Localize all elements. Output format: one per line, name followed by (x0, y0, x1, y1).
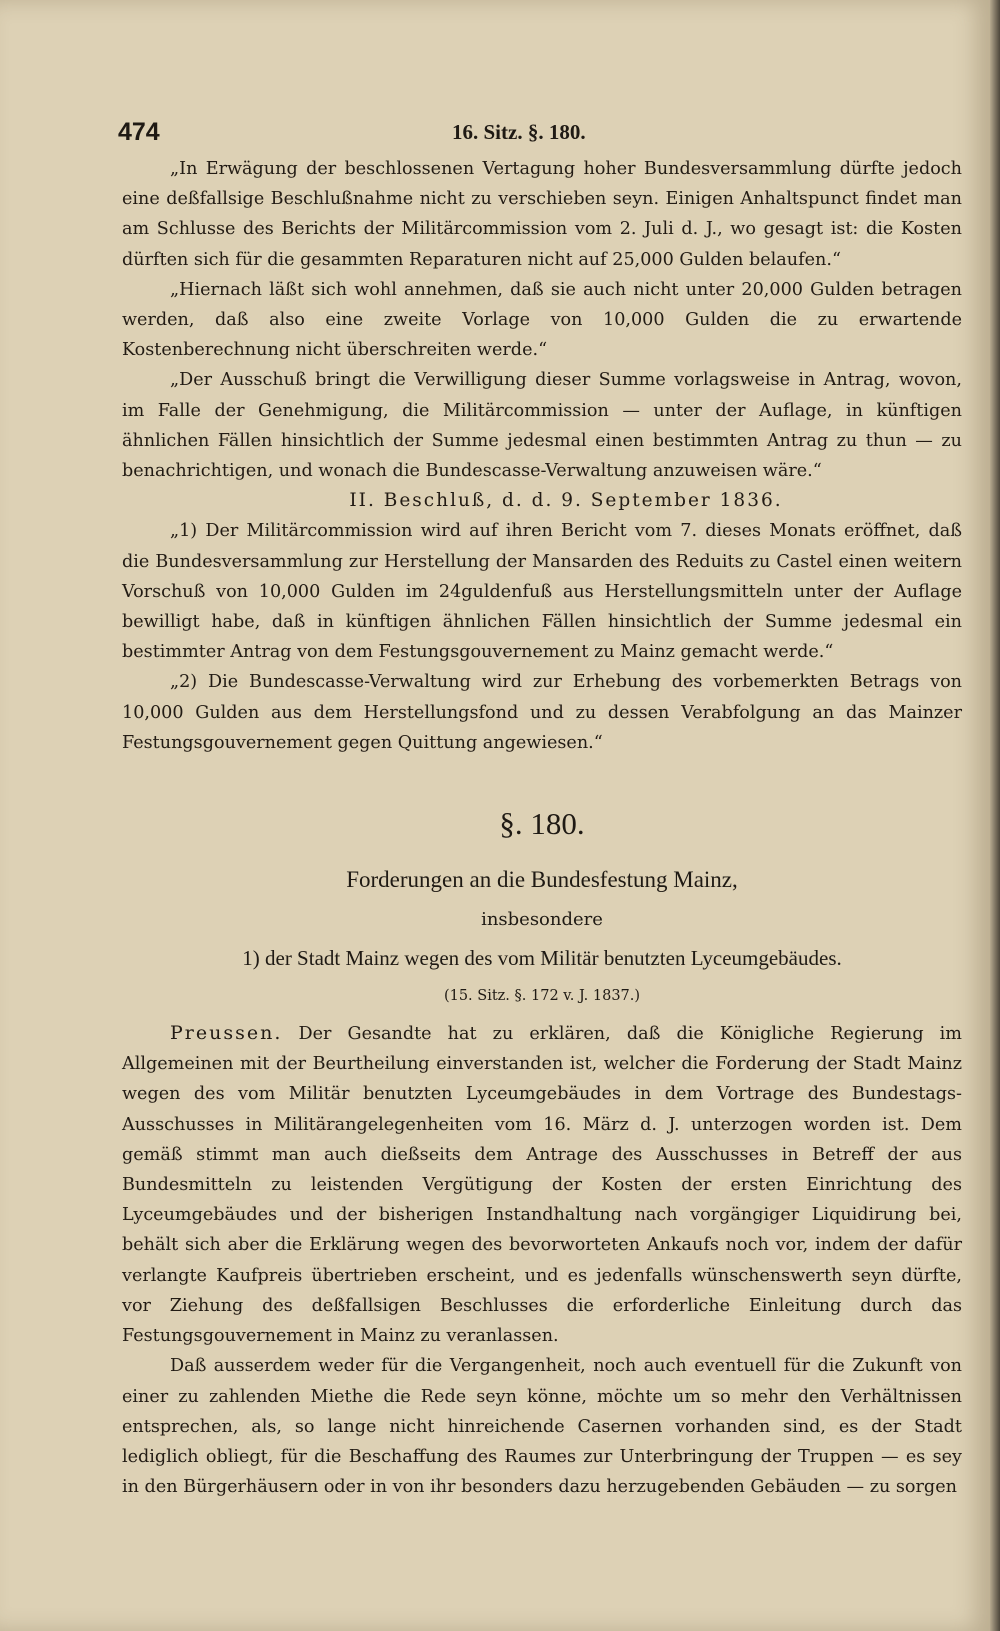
speaker-name: Preussen. (170, 1022, 283, 1045)
book-edge (990, 0, 1000, 1631)
section-title: Forderungen an die Bundesfestung Mainz, (346, 867, 738, 893)
paragraph: Daß ausserdem weder für die Vergangenheit, noch auch eventuell für die Zukunft von einer zu zahlenden Miethe die Rede seyn könne, möchte um so mehr den Verhältnissen entsprechen, als, so lange nicht hinreichende Casernen vorhanden sind, es der Stadt lediglich obliegt, für die Beschaffung des Raumes zur Unterbringung der Truppen — es sey in den Bürgerhäusern oder in von ihr besonders dazu herzugebenden Gebäuden — zu sorgen (122, 1356, 962, 1498)
paragraph: „1) Der Militärcommission wird auf ihren Bericht vom 7. dieses Monats eröffnet, daß die Bundesversammlung zur Herstellung der Mansarden des Reduits zu Castel einen weitern Vorschuß von 10,000 Gulden im 24guldenfuß aus Herstellungsmitteln unter der Auflage bewilligt habe, daß in künftigen ähnlichen Fällen hinsichtlich der Summe jedesmal ein bestimmter Antrag von dem Festungsgouvernement zu Mainz gemacht werde.“ (122, 521, 962, 663)
running-head: 16. Sitz. §. 180. (452, 120, 586, 144)
paragraph (122, 1018, 962, 1351)
paragraph: „2) Die Bundescasse-Verwaltung wird zur Erhebung des vorbemerkten Betrags von 10,000 Gulden aus dem Herstellungsfond und zu dessen Verabfolgung an das Mainzer Festungsgouvernement gegen Quittung angewiesen.“ (122, 672, 962, 753)
paragraph: „Der Ausschuß bringt die Verwilligung dieser Summe vorlagsweise in Antrag, wovon, im Falle der Genehmigung, die Militärcommission — unter der Auflage, in künftigen ähnlichen Fällen hinsichtlich der Summe jedesmal einen bestimmten Antrag zu thun — zu benachrichtigen, und wonach die Bundescasse-Verwaltung anzuweisen wäre.“ (122, 370, 962, 482)
paragraph-text: Der Gesandte hat zu erklären, daß die Königliche Regierung im Allgemeinen mit der Beurtheilung einverstanden ist, welcher die Forderung der Stadt Mainz wegen des vom Militär benutzten Lyceumgebäudes in dem Vortrage des Bundestags-Ausschusses in Militärangelegenheiten vom 16. März d. J. unterzogen worden ist. Dem gemäß stimmt man auch dießseits dem Antrage des Ausschusses in Betreff der aus Bundesmitteln zu leistenden Vergütigung der Kosten der ersten Einrichtung des Lyceumgebäudes und der bisherigen Instandhaltung nach vorgängiger Liquidirung bei, behält sich aber die Erklärung wegen des bevorworteten Ankaufs noch vor, indem der dafür verlangte Kaufpreis übertrieben erscheint, und es jedenfalls wünschenswerth seyn dürfte, vor Ziehung des deßfallsigen Beschlusses die erforderliche Einleitung durch das Festungsgouvernement in Mainz zu veranlassen. (122, 1024, 962, 1347)
page-header (118, 118, 963, 154)
section-number: §. 180. (499, 806, 585, 842)
section-item: 1) der Stadt Mainz wegen des vom Militär benutzten Lyceumgebäudes. (242, 946, 842, 971)
page-body (122, 154, 962, 1502)
page-number: 474 (118, 118, 160, 146)
section-subtitle: insbesondere (481, 909, 603, 931)
paragraph: „In Erwägung der beschlossenen Vertagung hoher Bundesversammlung dürfte jedoch eine deßfallsige Beschlußnahme nicht zu verschieben seyn. Einigen Anhaltspunct findet man am Schlusse des Berichts der Militärcommission vom 2. Juli d. J., wo gesagt ist: die Kosten dürften sich für die gesammten Reparaturen nicht auf 25,000 Gulden belaufen.“ (122, 159, 962, 270)
decision-heading: II. Beschluß, d. d. 9. September 1836. (349, 490, 783, 512)
paragraph: „Hiernach läßt sich wohl annehmen, daß sie auch nicht unter 20,000 Gulden betragen werden, daß also eine zweite Vorlage von 10,000 Gulden die zu erwartende Kostenberechnung nicht überschreiten werde.“ (122, 279, 962, 361)
section-reference: (15. Sitz. §. 172 v. J. 1837.) (443, 988, 641, 1005)
section-heading (122, 802, 962, 1010)
